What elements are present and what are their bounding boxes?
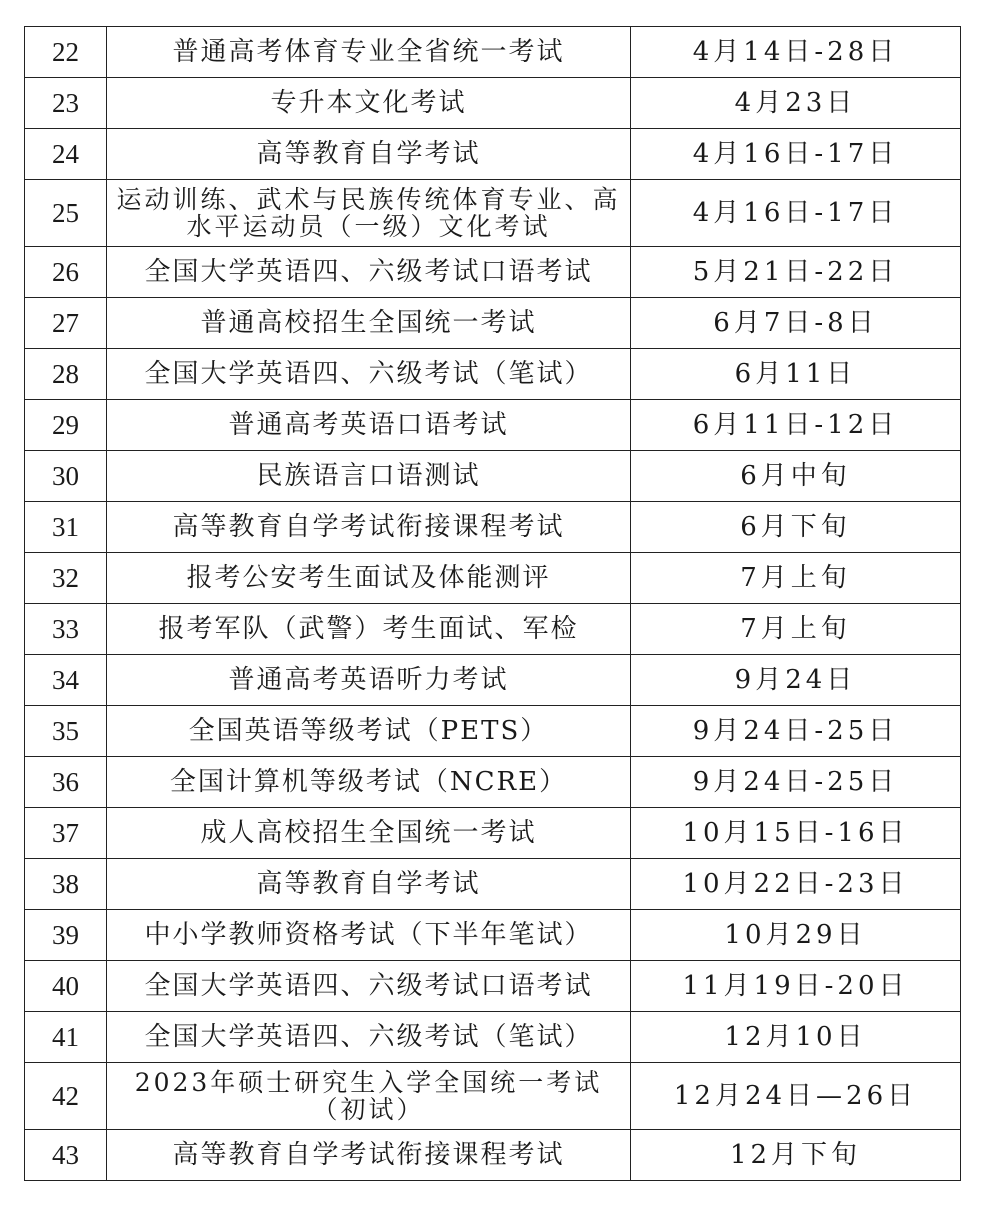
table-row xyxy=(25,553,961,604)
table-row xyxy=(25,247,961,298)
exam-name: 高等教育自学考试衔接课程考试 xyxy=(107,502,631,553)
exam-name: 全国大学英语四、六级考试口语考试 xyxy=(107,961,631,1012)
exam-name: 成人高校招生全国统一考试 xyxy=(107,808,631,859)
exam-name: 全国大学英语四、六级考试（笔试） xyxy=(107,349,631,400)
table-row xyxy=(25,604,961,655)
table-row xyxy=(25,298,961,349)
row-number: 28 xyxy=(25,349,107,400)
exam-date: 6月下旬 xyxy=(631,502,961,553)
row-number: 33 xyxy=(25,604,107,655)
table-row xyxy=(25,349,961,400)
exam-date: 6月11日-12日 xyxy=(631,400,961,451)
table-row xyxy=(25,757,961,808)
table-row xyxy=(25,400,961,451)
exam-name: 高等教育自学考试 xyxy=(107,859,631,910)
exam-date: 6月11日 xyxy=(631,349,961,400)
exam-date: 12月24日—26日 xyxy=(631,1063,961,1130)
exam-date: 7月上旬 xyxy=(631,604,961,655)
exam-name: 普通高校招生全国统一考试 xyxy=(107,298,631,349)
table-row xyxy=(25,129,961,180)
row-number: 36 xyxy=(25,757,107,808)
table-row xyxy=(25,502,961,553)
exam-name: 专升本文化考试 xyxy=(107,78,631,129)
exam-date: 6月中旬 xyxy=(631,451,961,502)
row-number: 42 xyxy=(25,1063,107,1130)
exam-date: 12月10日 xyxy=(631,1012,961,1063)
table-row xyxy=(25,78,961,129)
exam-name: 全国大学英语四、六级考试口语考试 xyxy=(107,247,631,298)
exam-date: 10月15日-16日 xyxy=(631,808,961,859)
exam-date: 6月7日-8日 xyxy=(631,298,961,349)
exam-name: 运动训练、武术与民族传统体育专业、高水平运动员（一级）文化考试 xyxy=(107,180,631,247)
table-row xyxy=(25,180,961,247)
table-row xyxy=(25,859,961,910)
exam-name: 报考公安考生面试及体能测评 xyxy=(107,553,631,604)
exam-date: 5月21日-22日 xyxy=(631,247,961,298)
exam-date: 9月24日-25日 xyxy=(631,757,961,808)
table-row xyxy=(25,706,961,757)
row-number: 31 xyxy=(25,502,107,553)
exam-name: 高等教育自学考试衔接课程考试 xyxy=(107,1130,631,1181)
exam-date: 4月23日 xyxy=(631,78,961,129)
exam-name: 全国大学英语四、六级考试（笔试） xyxy=(107,1012,631,1063)
row-number: 32 xyxy=(25,553,107,604)
row-number: 40 xyxy=(25,961,107,1012)
row-number: 35 xyxy=(25,706,107,757)
row-number: 39 xyxy=(25,910,107,961)
table-row xyxy=(25,1130,961,1181)
exam-name: 普通高考体育专业全省统一考试 xyxy=(107,27,631,78)
row-number: 25 xyxy=(25,180,107,247)
exam-date: 7月上旬 xyxy=(631,553,961,604)
exam-name: 报考军队（武警）考生面试、军检 xyxy=(107,604,631,655)
table-row xyxy=(25,27,961,78)
exam-date: 4月16日-17日 xyxy=(631,180,961,247)
row-number: 23 xyxy=(25,78,107,129)
table-row xyxy=(25,1012,961,1063)
exam-date: 9月24日-25日 xyxy=(631,706,961,757)
exam-name: 普通高考英语口语考试 xyxy=(107,400,631,451)
table-row xyxy=(25,655,961,706)
exam-date: 4月14日-28日 xyxy=(631,27,961,78)
table-row xyxy=(25,961,961,1012)
table-row xyxy=(25,808,961,859)
row-number: 43 xyxy=(25,1130,107,1181)
exam-name: 全国计算机等级考试（NCRE） xyxy=(107,757,631,808)
exam-name: 中小学教师资格考试（下半年笔试） xyxy=(107,910,631,961)
row-number: 38 xyxy=(25,859,107,910)
exam-date: 9月24日 xyxy=(631,655,961,706)
row-number: 37 xyxy=(25,808,107,859)
row-number: 34 xyxy=(25,655,107,706)
exam-date: 11月19日-20日 xyxy=(631,961,961,1012)
row-number: 26 xyxy=(25,247,107,298)
row-number: 30 xyxy=(25,451,107,502)
exam-name: 高等教育自学考试 xyxy=(107,129,631,180)
exam-date: 10月22日-23日 xyxy=(631,859,961,910)
table-row xyxy=(25,910,961,961)
exam-name: 民族语言口语测试 xyxy=(107,451,631,502)
table-row xyxy=(25,451,961,502)
table-row xyxy=(25,1063,961,1130)
exam-date: 10月29日 xyxy=(631,910,961,961)
exam-date: 4月16日-17日 xyxy=(631,129,961,180)
exam-name: 全国英语等级考试（PETS） xyxy=(107,706,631,757)
row-number: 29 xyxy=(25,400,107,451)
exam-schedule-page xyxy=(24,26,960,1181)
row-number: 27 xyxy=(25,298,107,349)
exam-name: 2023年硕士研究生入学全国统一考试（初试） xyxy=(107,1063,631,1130)
exam-date: 12月下旬 xyxy=(631,1130,961,1181)
row-number: 41 xyxy=(25,1012,107,1063)
exam-name: 普通高考英语听力考试 xyxy=(107,655,631,706)
exam-schedule-table xyxy=(24,26,961,1181)
row-number: 24 xyxy=(25,129,107,180)
row-number: 22 xyxy=(25,27,107,78)
